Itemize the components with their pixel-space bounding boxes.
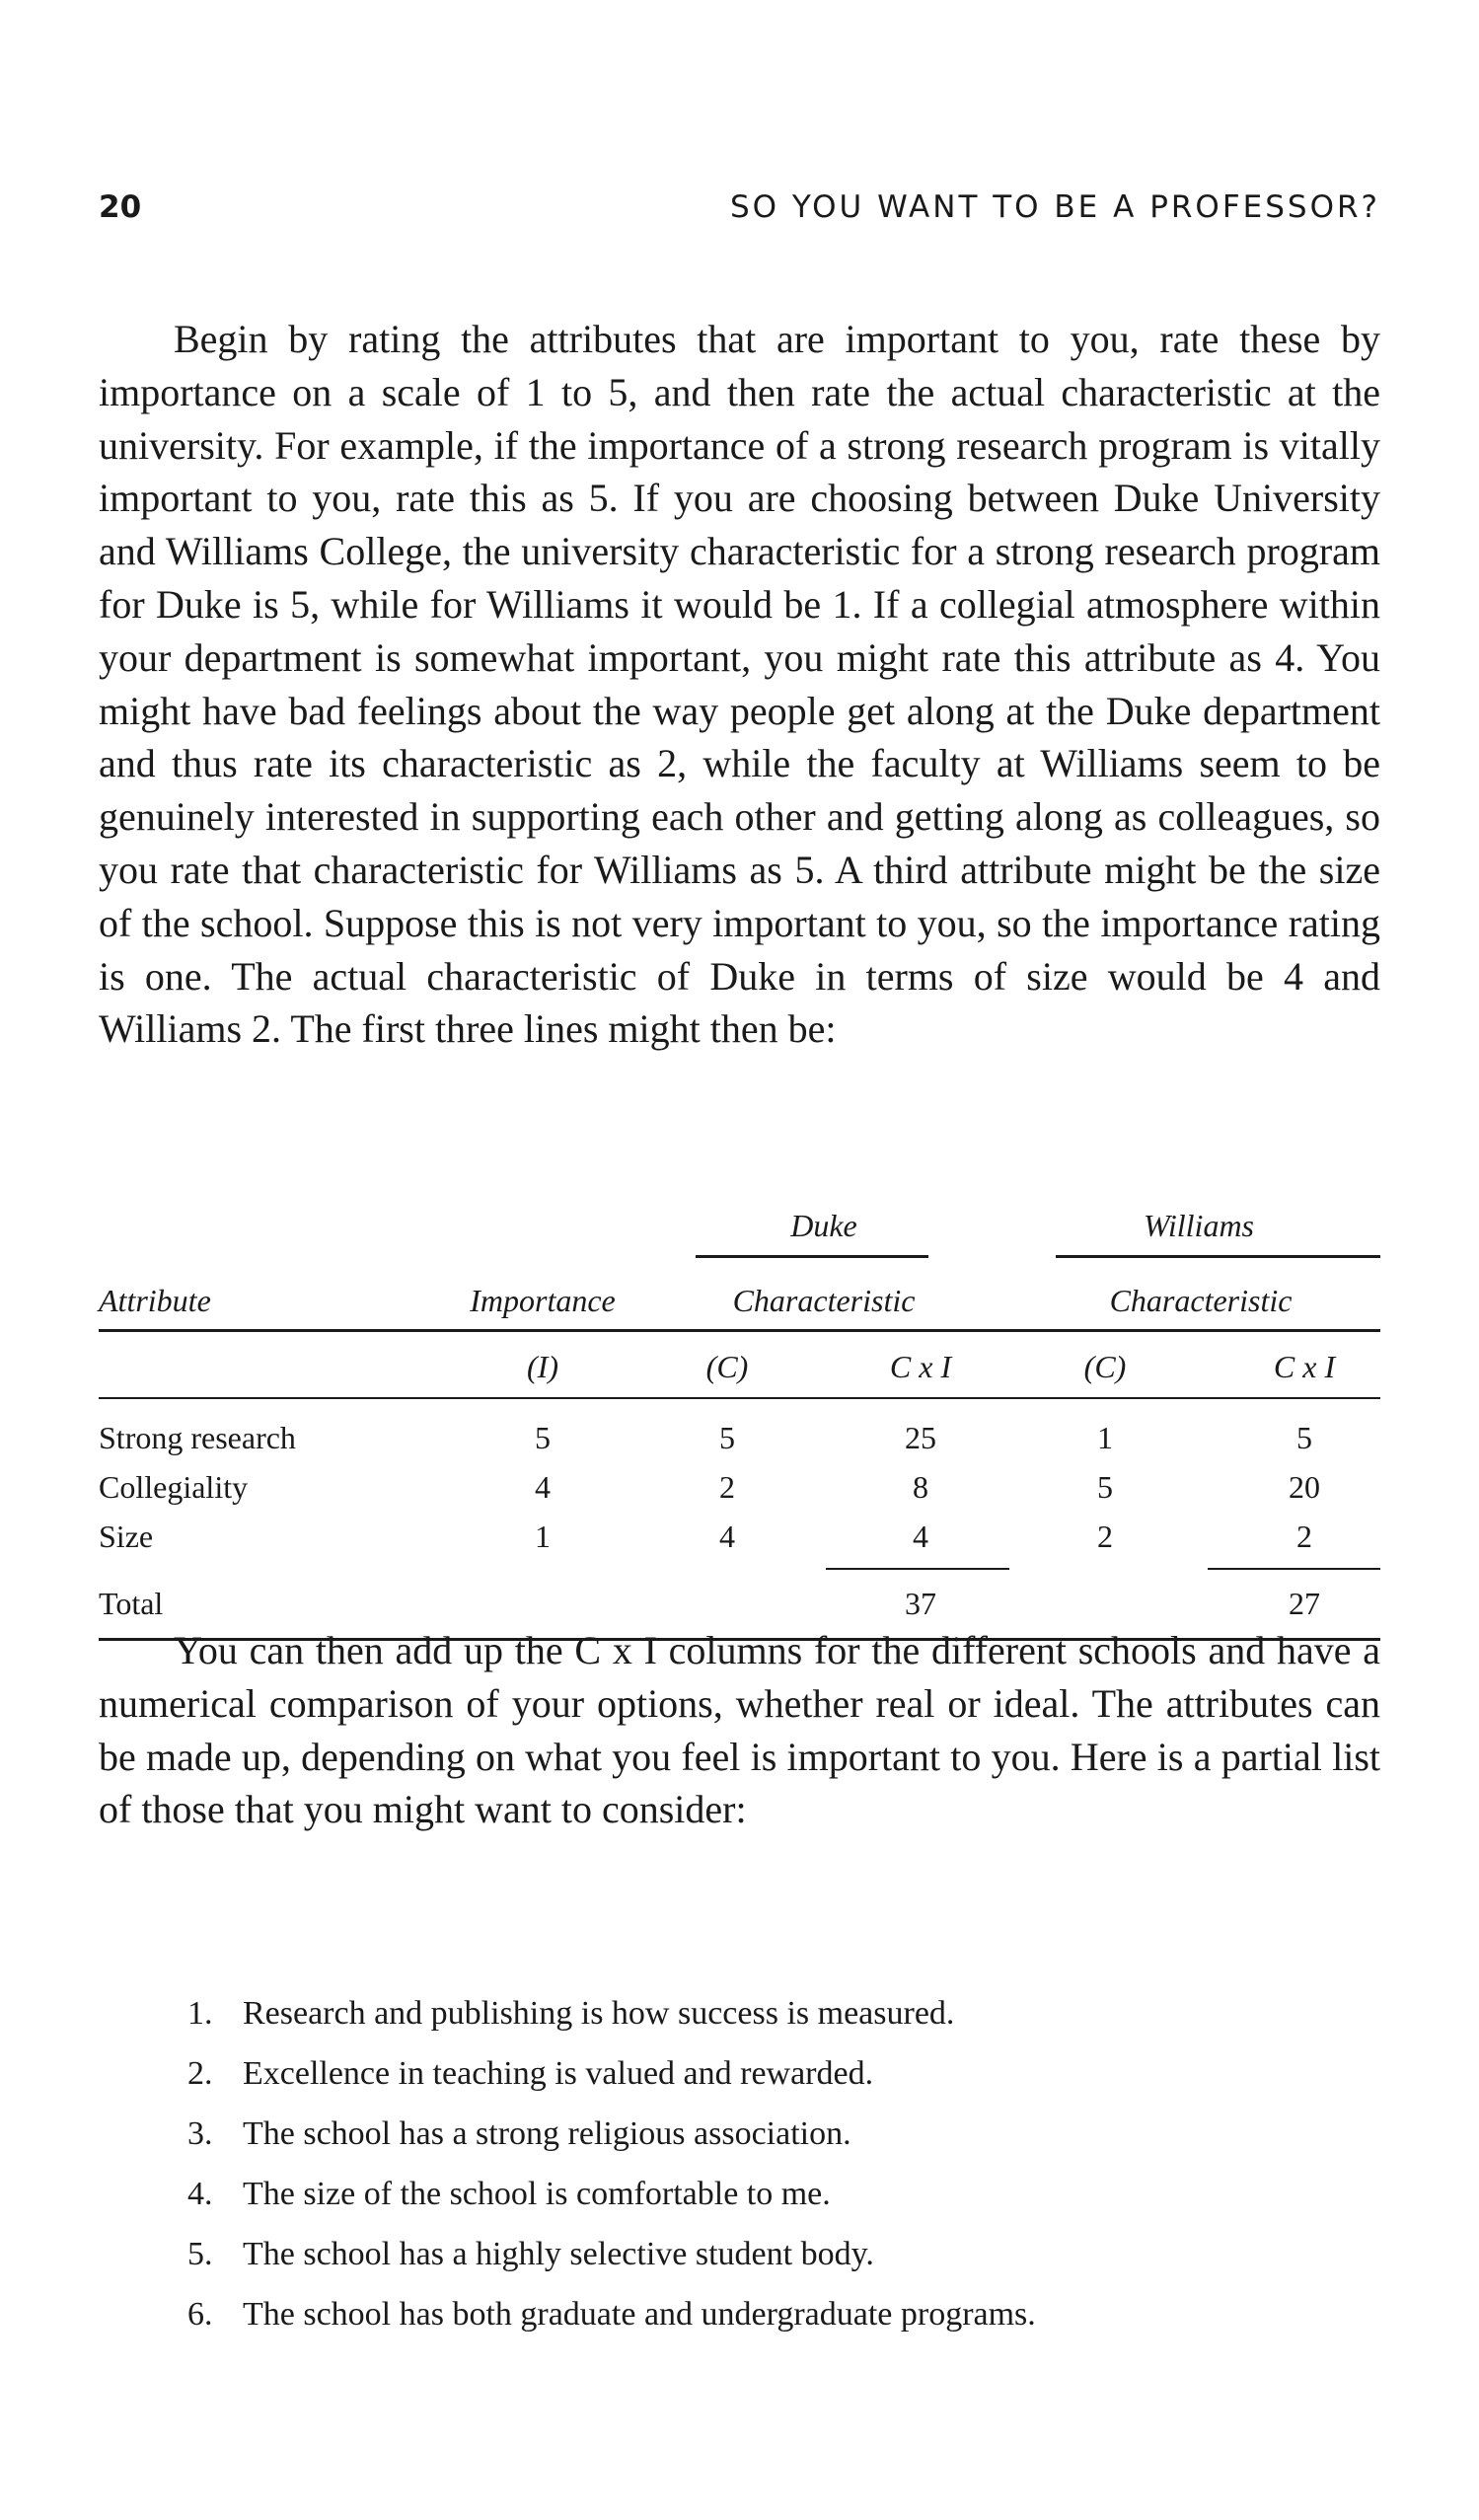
duke-sum-rule	[826, 1568, 1009, 1570]
list-item-text: Excellence in teaching is valued and rewarded.	[243, 2055, 874, 2092]
list-item-text: The school has both graduate and undergraduate programs.	[243, 2296, 1036, 2333]
list-item	[187, 1983, 1273, 2043]
running-title: SO YOU WANT TO BE A PROFESSOR?	[729, 189, 1380, 225]
row-importance: 1	[535, 1519, 551, 1554]
header-importance: Importance	[470, 1283, 616, 1318]
subheader-duke-c: (C)	[705, 1349, 749, 1384]
list-item	[187, 2284, 1273, 2344]
intro-paragraph: Begin by rating the attributes that are important to you, rate these by importance on a scale of 1 to 5, and then rate the actual characteristic at the university. For example, if the importance of a strong research program is vitally important to you, rate this as 5. If you are choosing between Duke University and Williams College, the university characteristic for a strong research program for Duke is 5, while for Williams it would be 1. If a collegial atmosphere within your department is somewhat important, you might rate this attribute as 4. You might have bad feelings about the way people get along at the Duke department and thus rate its characteristic as 2, while the faculty at Williams seem to be genuinely interested in supporting each other and getting along as colleagues, so you rate that characteristic for Williams as 5. A third attribute might be the size of the school. Suppose this is not very important to you, so the importance rating is one. The actual characteristic of Duke in terms of size would be 4 and Williams 2. The first three lines might then be:	[99, 317, 1380, 1052]
row-duke-cxi: 25	[905, 1420, 936, 1455]
list-item-number: 3.	[187, 2115, 213, 2152]
header-rule	[99, 1329, 1380, 1332]
row-williams-c: 1	[1097, 1420, 1113, 1455]
subheader-williams-cxi: C x I	[1273, 1349, 1336, 1384]
list-item-number: 4.	[187, 2176, 213, 2212]
subheader-duke-cxi: C x I	[889, 1349, 952, 1384]
subheader-williams-c: (C)	[1083, 1349, 1127, 1384]
list-item	[187, 2224, 1273, 2284]
page-number: 20	[99, 189, 142, 225]
list-item-text: The school has a strong religious association.	[243, 2115, 851, 2152]
row-williams-cxi: 20	[1289, 1469, 1320, 1505]
header-williams-characteristic: Characteristic	[1109, 1283, 1293, 1318]
subheader-importance: (I)	[527, 1349, 558, 1384]
list-item-number: 2.	[187, 2055, 213, 2092]
total-williams-cxi: 27	[1289, 1586, 1320, 1621]
row-williams-cxi: 5	[1296, 1420, 1312, 1455]
list-item-text: Research and publishing is how success is measured.	[243, 1995, 955, 2032]
row-williams-c: 5	[1097, 1469, 1113, 1505]
list-item-text: The school has a highly selective student body.	[243, 2236, 874, 2272]
row-duke-c: 4	[719, 1519, 735, 1554]
second-paragraph: You can then add up the C x I columns for the different schools and have a numerical comparison of your options, whether real or ideal. The attributes can be made up, depending on what you feel is important to you. Here is a partial list of those that you might want to consider:	[99, 1628, 1380, 1832]
list-item	[187, 2043, 1273, 2104]
row-duke-cxi: 4	[913, 1519, 928, 1554]
row-attribute: Strong research	[99, 1420, 296, 1455]
list-item	[187, 2104, 1273, 2164]
row-williams-cxi: 2	[1296, 1519, 1312, 1554]
list-item-number: 6.	[187, 2296, 213, 2333]
row-williams-c: 2	[1097, 1519, 1113, 1554]
header-duke-characteristic: Characteristic	[732, 1283, 916, 1318]
row-attribute: Size	[99, 1519, 154, 1554]
page-header	[99, 189, 1380, 239]
group-header-duke: Duke	[790, 1208, 857, 1243]
list-item-number: 1.	[187, 1995, 213, 2032]
list-item-number: 5.	[187, 2236, 213, 2272]
row-importance: 4	[535, 1469, 551, 1505]
group-header-williams: Williams	[1143, 1208, 1255, 1243]
row-duke-c: 2	[719, 1469, 735, 1505]
williams-group-rule	[1056, 1255, 1380, 1258]
list-item-text: The size of the school is comfortable to me.	[243, 2176, 831, 2212]
list-item	[187, 2164, 1273, 2224]
row-duke-cxi: 8	[913, 1469, 928, 1505]
total-label: Total	[99, 1586, 164, 1621]
duke-group-rule	[696, 1255, 928, 1258]
attribute-list	[187, 1983, 1273, 2344]
williams-sum-rule	[1208, 1568, 1380, 1570]
header-attribute: Attribute	[99, 1283, 211, 1318]
subheader-rule	[99, 1397, 1380, 1399]
row-importance: 5	[535, 1420, 551, 1455]
row-attribute: Collegiality	[99, 1469, 249, 1505]
row-duke-c: 5	[719, 1420, 735, 1455]
total-duke-cxi: 37	[905, 1586, 936, 1621]
